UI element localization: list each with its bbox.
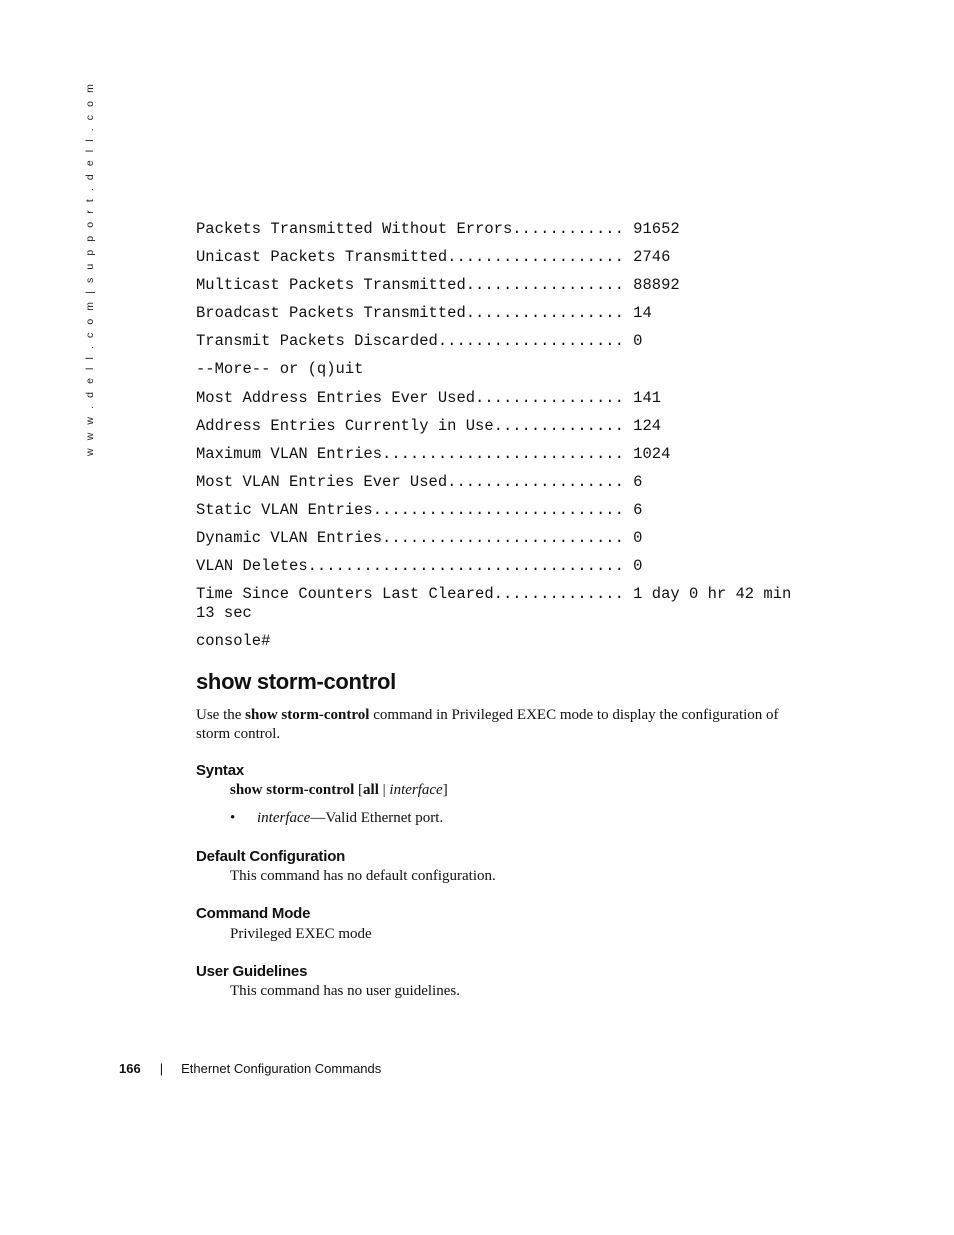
console-line: Most VLAN Entries Ever Used................... 6 bbox=[196, 472, 643, 491]
console-line: --More-- or (q)uit bbox=[196, 360, 364, 379]
syntax-param: interface bbox=[389, 782, 443, 798]
command-mode-text: Privileged EXEC mode bbox=[230, 926, 372, 942]
syntax-bracket: [ bbox=[354, 782, 364, 798]
parameter-description: —Valid Ethernet port. bbox=[310, 810, 444, 826]
user-guidelines-text: This command has no user guidelines. bbox=[230, 983, 460, 999]
syntax-bracket: ] bbox=[442, 782, 448, 798]
footer-separator: | bbox=[159, 1061, 164, 1076]
console-line: VLAN Deletes.................................. 0 bbox=[196, 557, 643, 576]
console-line: Multicast Packets Transmitted................. 88892 bbox=[196, 276, 680, 295]
console-output bbox=[196, 219, 791, 659]
console-line: Transmit Packets Discarded.................... 0 bbox=[196, 332, 643, 351]
page-number: 166 bbox=[119, 1061, 141, 1076]
intro-suffix: command in Privileged EXEC mode to display the configuration of storm control. bbox=[196, 707, 779, 742]
user-guidelines-heading: User Guidelines bbox=[196, 963, 308, 980]
syntax-parameter-item bbox=[230, 810, 443, 827]
syntax-all: all bbox=[363, 782, 379, 798]
syntax-pipe: | bbox=[378, 782, 390, 798]
syntax-line bbox=[230, 782, 448, 799]
console-line: console# bbox=[196, 632, 271, 651]
console-line: Address Entries Currently in Use.............. 124 bbox=[196, 416, 662, 435]
command-mode-heading: Command Mode bbox=[196, 905, 311, 922]
chapter-title: Ethernet Configuration Commands bbox=[181, 1061, 382, 1076]
page-footer bbox=[119, 1061, 381, 1076]
bullet-marker: • bbox=[230, 810, 236, 826]
console-line: Most Address Entries Ever Used................ 141 bbox=[196, 388, 662, 407]
console-line: Maximum VLAN Entries.......................... 1024 bbox=[196, 444, 671, 463]
console-line: Broadcast Packets Transmitted................. 14 bbox=[196, 304, 652, 323]
side-website-url: w w w . d e l l . c o m | s u p p o r t . d e l l . c o m bbox=[84, 81, 96, 456]
console-line: Dynamic VLAN Entries.......................... 0 bbox=[196, 529, 643, 548]
syntax-command: show storm-control bbox=[230, 782, 355, 798]
console-line: 13 sec bbox=[196, 604, 252, 623]
default-configuration-heading: Default Configuration bbox=[196, 848, 346, 865]
intro-prefix: Use the bbox=[196, 707, 246, 723]
parameter-name: interface bbox=[257, 810, 311, 826]
console-line: Static VLAN Entries........................... 6 bbox=[196, 500, 643, 519]
section-intro bbox=[196, 706, 806, 743]
intro-command: show storm-control bbox=[245, 707, 370, 723]
default-configuration-text: This command has no default configuration. bbox=[230, 868, 496, 884]
console-line: Packets Transmitted Without Errors............ 91652 bbox=[196, 220, 680, 238]
section-title: show storm-control bbox=[196, 669, 396, 694]
syntax-heading: Syntax bbox=[196, 762, 244, 779]
console-line: Time Since Counters Last Cleared.............. 1 day 0 hr 42 min bbox=[196, 585, 792, 604]
console-line: Unicast Packets Transmitted................... 2746 bbox=[196, 248, 671, 267]
